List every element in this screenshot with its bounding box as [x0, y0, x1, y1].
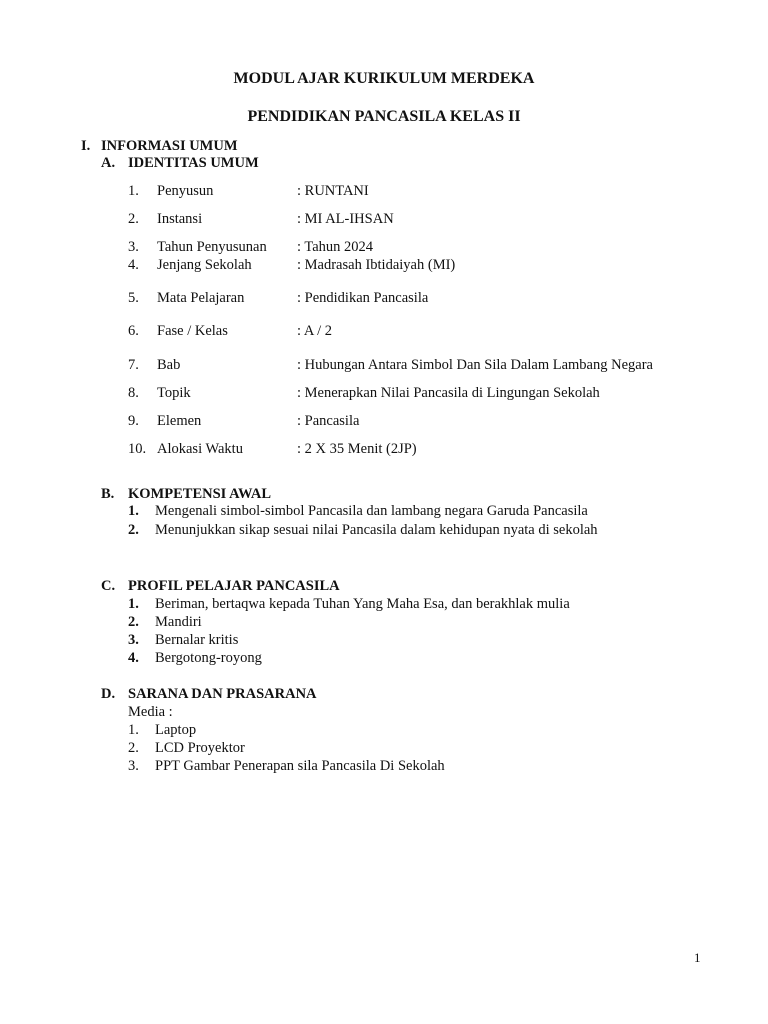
- identity-row-number: 10.: [128, 441, 147, 457]
- list-item: Mandiri: [155, 614, 202, 630]
- section-b-letter: B.: [101, 486, 115, 502]
- identity-row-value: : A / 2: [297, 323, 333, 339]
- identity-row-value: : Tahun 2024: [297, 239, 374, 255]
- section-c-heading: PROFIL PELAJAR PANCASILA: [128, 578, 340, 594]
- identity-row-number: 5.: [128, 290, 139, 306]
- identity-row-value: : Pancasila: [297, 413, 360, 429]
- list-item-number: 2.: [128, 522, 139, 538]
- identity-row-label: Bab: [157, 357, 181, 373]
- section-i-heading: INFORMASI UMUM: [101, 138, 238, 154]
- identity-row-value: : Menerapkan Nilai Pancasila di Lingungan Sekolah: [297, 385, 600, 401]
- identity-row-label: Alokasi Waktu: [157, 441, 243, 457]
- section-c-letter: C.: [101, 578, 116, 594]
- list-item: Menunjukkan sikap sesuai nilai Pancasila dalam kehidupan nyata di sekolah: [155, 522, 598, 538]
- identity-row-label: Penyusun: [157, 183, 214, 199]
- media-label: Media :: [128, 704, 173, 720]
- section-d-heading: SARANA DAN PRASARANA: [128, 686, 317, 702]
- section-i-numeral: I.: [81, 138, 91, 154]
- identity-row-number: 3.: [128, 239, 139, 255]
- list-item: Beriman, bertaqwa kepada Tuhan Yang Maha Esa, dan berakhlak mulia: [155, 596, 570, 612]
- identity-row-number: 6.: [128, 323, 139, 339]
- list-item-number: 1.: [128, 503, 139, 519]
- section-b-heading: KOMPETENSI AWAL: [128, 486, 272, 502]
- list-item-number: 3.: [128, 758, 139, 774]
- list-item: Bernalar kritis: [155, 632, 239, 648]
- identity-row-number: 2.: [128, 211, 139, 227]
- identity-row-label: Fase / Kelas: [157, 323, 228, 339]
- document-title: MODUL AJAR KURIKULUM MERDEKA: [233, 70, 535, 87]
- section-a-letter: A.: [101, 155, 116, 171]
- list-item: Mengenali simbol-simbol Pancasila dan lambang negara Garuda Pancasila: [155, 503, 588, 519]
- list-item-number: 2.: [128, 740, 139, 756]
- identity-row-value: : Hubungan Antara Simbol Dan Sila Dalam Lambang Negara: [297, 357, 653, 373]
- list-item: Bergotong-royong: [155, 650, 262, 666]
- identity-row-number: 8.: [128, 385, 139, 401]
- list-item-number: 4.: [128, 650, 139, 666]
- identity-row-value: : MI AL-IHSAN: [297, 211, 394, 227]
- identity-row-value: : 2 X 35 Menit (2JP): [297, 441, 417, 457]
- list-item-number: 2.: [128, 614, 139, 630]
- list-item-number: 3.: [128, 632, 139, 648]
- list-item: PPT Gambar Penerapan sila Pancasila Di Sekolah: [155, 758, 445, 774]
- identity-row-label: Elemen: [157, 413, 202, 429]
- identity-row-label: Mata Pelajaran: [157, 290, 245, 306]
- section-a-heading: IDENTITAS UMUM: [128, 155, 259, 171]
- identity-row-label: Jenjang Sekolah: [157, 257, 252, 273]
- list-item-number: 1.: [128, 722, 139, 738]
- identity-row-number: 7.: [128, 357, 139, 373]
- identity-row-label: Tahun Penyusunan: [157, 239, 267, 255]
- section-d-letter: D.: [101, 686, 116, 702]
- identity-row-number: 4.: [128, 257, 139, 273]
- identity-row-label: Topik: [157, 385, 191, 401]
- list-item: LCD Proyektor: [155, 740, 245, 756]
- identity-row-label: Instansi: [157, 211, 203, 227]
- identity-row-value: : Pendidikan Pancasila: [297, 290, 429, 306]
- identity-row-number: 9.: [128, 413, 139, 429]
- list-item: Laptop: [155, 722, 197, 738]
- document-subtitle: PENDIDIKAN PANCASILA KELAS II: [247, 108, 521, 125]
- identity-row-number: 1.: [128, 183, 139, 199]
- page-number: 1: [694, 950, 701, 965]
- identity-row-value: : Madrasah Ibtidaiyah (MI): [297, 257, 456, 273]
- list-item-number: 1.: [128, 596, 139, 612]
- identity-row-value: : RUNTANI: [297, 183, 369, 199]
